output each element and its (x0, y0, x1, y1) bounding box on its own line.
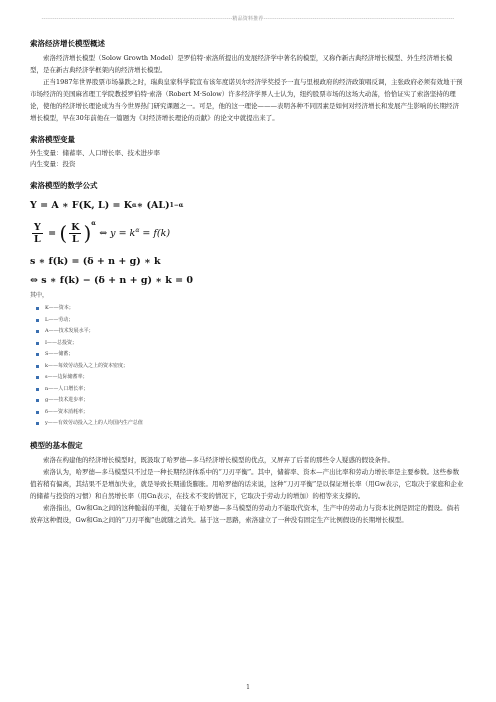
list-item: y——有效劳动投入之上的人均国内生产总值 (36, 418, 464, 430)
page-number: 1 (246, 684, 250, 691)
bullet-icon (36, 307, 39, 310)
document-body (30, 38, 464, 526)
list-item: L——劳动； (36, 315, 464, 327)
page-header: -----------------------------------------------------------------------------------------------------精品资料推荐----------------------------------------------------------------------------------------------------- (41, 16, 455, 22)
bullet-icon (36, 319, 39, 322)
bullet-icon (36, 399, 39, 402)
bullet-icon (36, 353, 39, 356)
section-title-formula: 索洛模型的数学公式 (30, 181, 98, 190)
exogenous-variables: 外生变量：储蓄率、人口增长率、技术进步率 (30, 149, 160, 157)
paragraph: 索洛指出，Gw和Gn之间的这种脆弱的平衡，关键在于哈罗德—多马模型的劳动力不能取代资本，生产中的劳动力与资本比例是固定的假设。倘若放弃这种假设，Gw和Gn之间的“刀刃平衡”也就随之消失。基于这一思路，索洛建立了一种没有固定生产比例假设的长期增长模型。 (30, 503, 460, 524)
bullet-icon (36, 330, 39, 333)
variable-list (30, 303, 464, 430)
list-item: δ——资本消耗率； (36, 407, 464, 419)
list-item: S——储蓄； (36, 349, 464, 361)
bullet-icon (36, 365, 39, 368)
section-title-variables: 索洛模型变量 (30, 135, 75, 144)
section-title-assumptions: 模型的基本假定 (30, 440, 83, 450)
formula-steady-state: s ∗ f(k) = (δ + n + g) ∗ k (30, 255, 161, 267)
formula-production-function: Y = A ∗ F(K, L) = K α ∗ (AL) 1−α (30, 199, 184, 211)
endogenous-variables: 内生变量：投资 (30, 160, 76, 168)
paragraph: 索洛在构建他的经济增长模型时，既汲取了哈罗德—多马经济增长模型的优点，又屏弃了后者的那些令人疑惑的假设条件。 (43, 455, 394, 464)
list-item: s——边际储蓄率； (36, 372, 464, 384)
bullet-icon (36, 411, 39, 414)
formula-steady-state-zero: ⇔ s ∗ f(k) − (δ + n + g) ∗ k = 0 (30, 274, 193, 286)
list-item: k——每效劳动投入之上的资本密度； (36, 361, 464, 373)
formula-block (30, 194, 464, 288)
list-item: K——资本； (36, 303, 464, 315)
list-item: g——技术进步率； (36, 395, 464, 407)
list-item: A——技术发展水平； (36, 326, 464, 338)
bullet-icon (36, 376, 39, 379)
bullet-icon (36, 388, 39, 391)
section-title-overview: 索洛经济增长模型概述 (30, 39, 105, 48)
list-item: I——总投资； (36, 338, 464, 350)
where-label: 其中， (30, 292, 49, 299)
paragraph: 正当1987年世界股票市场暴跌之时，瑞典皇家科学院宣布该年度诺贝尔经济学奖授予一直与里根政府的经济政策唱反调，主张政府必须有效地干预市场经济的美国麻省理工学院教授罗伯特·索洛（Robert M·Solow）许多经济学界人士认为，纽约股票市场的这场大动荡，恰恰证实了索洛坚持的理论，使他的经济增长理论成为当今世界热门研究课题之一。可是，他的这一理论———表明各种不同因素是如何对经济增长和发展产生影响的长期经济增长模型，早在30年前他在一篇题为《对经济增长理论的贡献》的论文中就提出来了。 (30, 78, 463, 122)
bullet-icon (36, 422, 39, 425)
formula-intensive-form: $\frac{Y}{L}$ = ( $\frac{K}{L}$ ) $^\alpha$ ⇔ $y = k^\alpha = f(k)$ (34, 220, 171, 245)
bullet-icon (36, 342, 39, 345)
list-item: n——人口增长率； (36, 384, 464, 396)
paragraph: 索洛认为，哈罗德—多马模型只不过是一种长期经济体系中的“刀刃平衡”。其中，储蓄率、资本—产出比率和劳动力增长率是主要参数。这些参数值若稍有偏离，其结果不是增加失业，就是导致长期通货膨胀。用哈罗德的话来说，这种“刀刃平衡”是以保证增长率（用Gw表示，它取决于家庭和企业的储蓄与投资的习惯）和自然增长率（用Gn表示，在技术不变的情况下，它取决于劳动力的增加）的相等来支撑的。 (30, 467, 464, 500)
paragraph: 索洛经济增长模型（Solow Growth Model）是罗伯特·索洛所提出的发展经济学中著名的模型，又称作新古典经济增长模型、外生经济增长模型，是在新古典经济学框架内的经济增长模型。 (30, 54, 453, 74)
